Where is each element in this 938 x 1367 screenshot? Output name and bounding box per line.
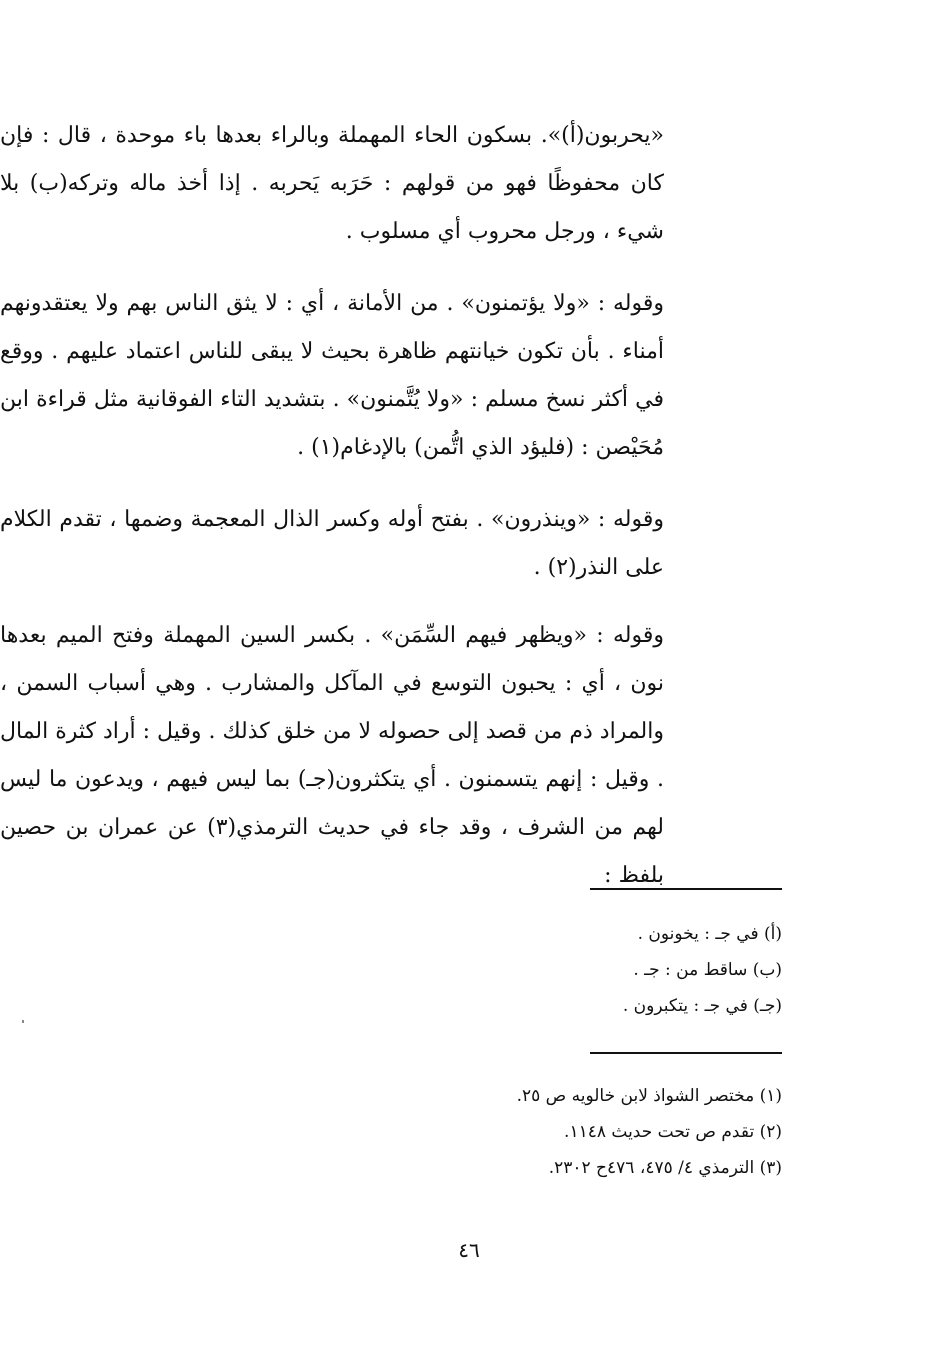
paragraph-4 xyxy=(0,612,664,900)
footnote-separator-bottom xyxy=(590,1052,782,1054)
paragraph-1 xyxy=(0,112,664,256)
paragraph-text: وقوله : «ويظهر فيهم السِّمَن» . بكسر السين المهملة وفتح الميم بعدها نون ، أي : يحبون التوسع في المآكل والمشارب . وهي أسباب السمن ، والمراد ذم من قصد إلى حصوله لا من خلق كذلك . وقيل : أراد كثرة المال . وقيل : إنهم يتسمنون . أي يتكثرون(جـ) بما ليس فيهم ، ويدعون ما ليس لهم من الشرف ، وقد جاء في حديث الترمذي(٣) عن عمران بن حصين بلفظ : xyxy=(0,623,664,888)
scan-speck xyxy=(22,1020,24,1023)
footnotes xyxy=(118,1078,782,1186)
footnote: (٢) تقدم ص تحت حديث ١١٤٨. xyxy=(564,1122,782,1142)
variant-note: (أ) في جـ : يخونون . xyxy=(637,924,782,944)
paragraph-text: «يحربون(أ)». بسكون الحاء المهملة وبالراء بعدها باء موحدة ، قال : فإن كان محفوظًا فهو من قولهم : حَرَبه يَحربه . إذا أخذ ماله وتركه(ب) بلا شيء ، ورجل محروب أي مسلوب . xyxy=(0,123,664,244)
variant-notes xyxy=(118,916,782,1024)
variant-note: (جـ) في جـ : يتكبرون . xyxy=(622,996,782,1016)
paragraph-text: وقوله : «ولا يؤتمنون» . من الأمانة ، أي : لا يثق الناس بهم ولا يعتقدونهم أمناء . بأن تكون خيانتهم ظاهرة بحيث لا يبقى للناس اعتماد عليهم . ووقع في أكثر نسخ مسلم : «ولا يُتَّمنون» . بتشديد التاء الفوقانية مثل قراءة ابن مُحَيْصن : (فليؤد الذي اتُّمن) بالإدغام(١) . xyxy=(0,291,664,460)
footnote: (٣) الترمذي ٤/ ٤٧٥، ٤٧٦ح ٢٣٠٢. xyxy=(548,1158,782,1178)
footnote-separator-top xyxy=(590,888,782,890)
footnote: (١) مختصر الشواذ لابن خالويه ص ٢٥. xyxy=(516,1086,782,1106)
paragraph-3 xyxy=(0,496,664,592)
paragraph-2 xyxy=(0,280,664,472)
paragraph-text: وقوله : «وينذرون» . بفتح أوله وكسر الذال المعجمة وضمها ، تقدم الكلام على النذر(٢) . xyxy=(0,507,664,580)
page-number: ٤٦ xyxy=(458,1238,480,1262)
variant-note: (ب) ساقط من : جـ . xyxy=(633,960,782,980)
